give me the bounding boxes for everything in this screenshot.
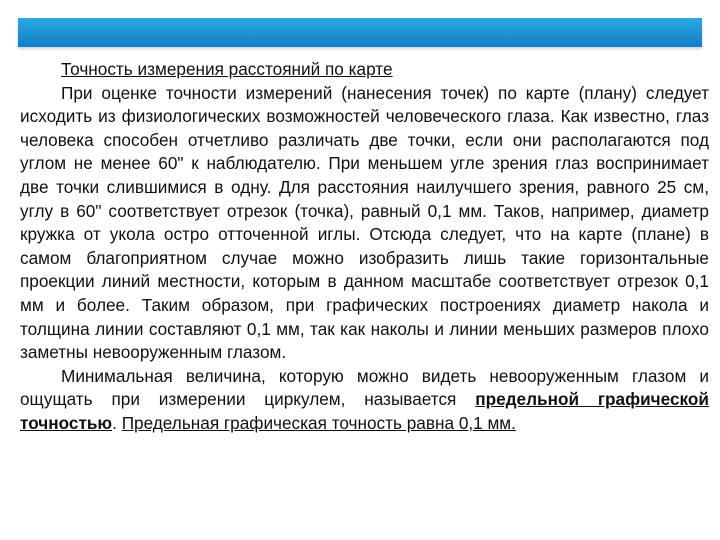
paragraph-2 — [20, 365, 709, 436]
paragraph-2-start: Минимальная величина, которую можно видеть невооруженным глазом и ощущать при измерении циркулем, называется — [20, 365, 709, 410]
term-definition: предельной графической точностью — [20, 389, 709, 433]
paragraph-2-end: Предельная графическая точность равна 0,1 мм. — [121, 412, 516, 433]
document-title: Точность измерения расстояний по карте — [61, 59, 393, 79]
paragraph-2-mid: . — [112, 412, 122, 433]
paragraph-1: При оценке точности измерений (нанесения точек) по карте (плану) следует исходить из физиологических возможностей человеческого глаза. Как известно, глаз человека способен отчетливо различать две точки, если они располагаются под углом не менее 60" к наблюдателю. При меньшем угле зрения глаз воспринимает две точки слившимися в одну. Для расстояния наилучшего зрения, равного 25 см, углу в 60" соответствует отрезок (точка), равный 0,1 мм. Таков, например, диаметр кружка от укола остро отточенной иглы. Отсюда следует, что на карте (плане) в самом благоприятном случае можно изобразить лишь такие горизонтальные проекции линий местности, которым в данном масштабе соответствует отрезок 0,1 мм и более. Таким образом, при графических построениях диаметр накола и толщина линии составляют 0,1 мм, так как наколы и линии меньших размеров плохо заметны невооруженным глазом. — [20, 82, 709, 363]
header-band — [18, 18, 702, 47]
document-body — [20, 58, 709, 436]
